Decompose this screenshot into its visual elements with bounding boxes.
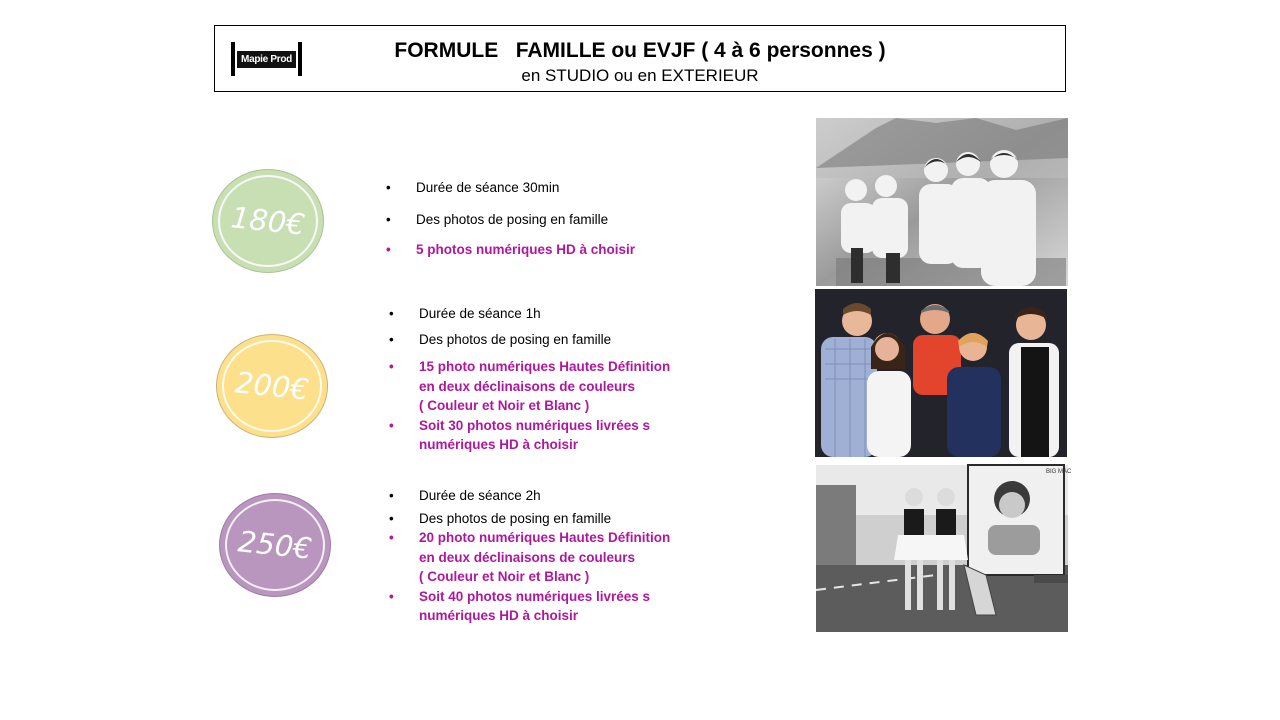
evjf-photo-street-bw-image — [816, 465, 1072, 632]
price-circle-180 — [212, 169, 324, 273]
family-photo-studio — [815, 289, 1067, 457]
feature-item: • Des photos de posing en famille — [389, 331, 612, 347]
price-circle-250 — [219, 493, 331, 597]
feature-item: • Des photos de posing en famille — [386, 211, 609, 227]
feature-item: • 15 photo numériques Hautes Définition — [389, 359, 671, 374]
feature-item: • Des photos de posing en famille — [389, 510, 612, 526]
header-box — [214, 25, 1066, 92]
offer-3-features — [389, 486, 670, 626]
offer-1-features — [386, 178, 635, 260]
feature-item-cont: numériques HD à choisir — [419, 608, 579, 623]
family-photo-outdoor-bw-image — [816, 118, 1068, 286]
feature-item: • Durée de séance 2h — [389, 488, 541, 503]
evjf-photo-street-bw — [816, 465, 1072, 632]
offer-2-features — [389, 304, 670, 455]
feature-item-cont: en deux déclinaisons de couleurs — [419, 378, 636, 394]
feature-item-cont: en deux déclinaisons de couleurs — [419, 549, 636, 565]
price-amount: 180€ — [229, 200, 307, 242]
feature-item: • Soit 30 photos numériques livrées s — [389, 417, 651, 433]
feature-item-cont: numériques HD à choisir — [419, 437, 579, 452]
price-circle-200 — [216, 334, 328, 438]
feature-item: • 20 photo numériques Hautes Définition — [389, 530, 671, 545]
feature-item: • Durée de séance 30min — [386, 180, 560, 195]
feature-item: • Soit 40 photos numériques livrées s — [389, 588, 651, 604]
page-title — [215, 39, 1065, 63]
price-amount: 250€ — [236, 524, 314, 566]
feature-item: • 5 photos numériques HD à choisir — [386, 242, 636, 257]
page-subtitle: en STUDIO ou en EXTERIEUR — [521, 66, 759, 85]
feature-item-cont: ( Couleur et Noir et Blanc ) — [419, 398, 590, 413]
price-amount: 200€ — [233, 365, 311, 407]
family-photo-studio-image — [815, 289, 1067, 457]
family-photo-outdoor-bw — [816, 118, 1068, 286]
logo-text: Mapie Prod — [237, 51, 296, 68]
feature-item-cont: ( Couleur et Noir et Blanc ) — [419, 569, 590, 584]
billboard-text: BIG MAC — [1046, 469, 1072, 475]
page-title-text: FORMULE FAMILLE ou EVJF ( 4 à 6 personnes ) — [394, 39, 886, 62]
feature-item: • Durée de séance 1h — [389, 306, 541, 321]
